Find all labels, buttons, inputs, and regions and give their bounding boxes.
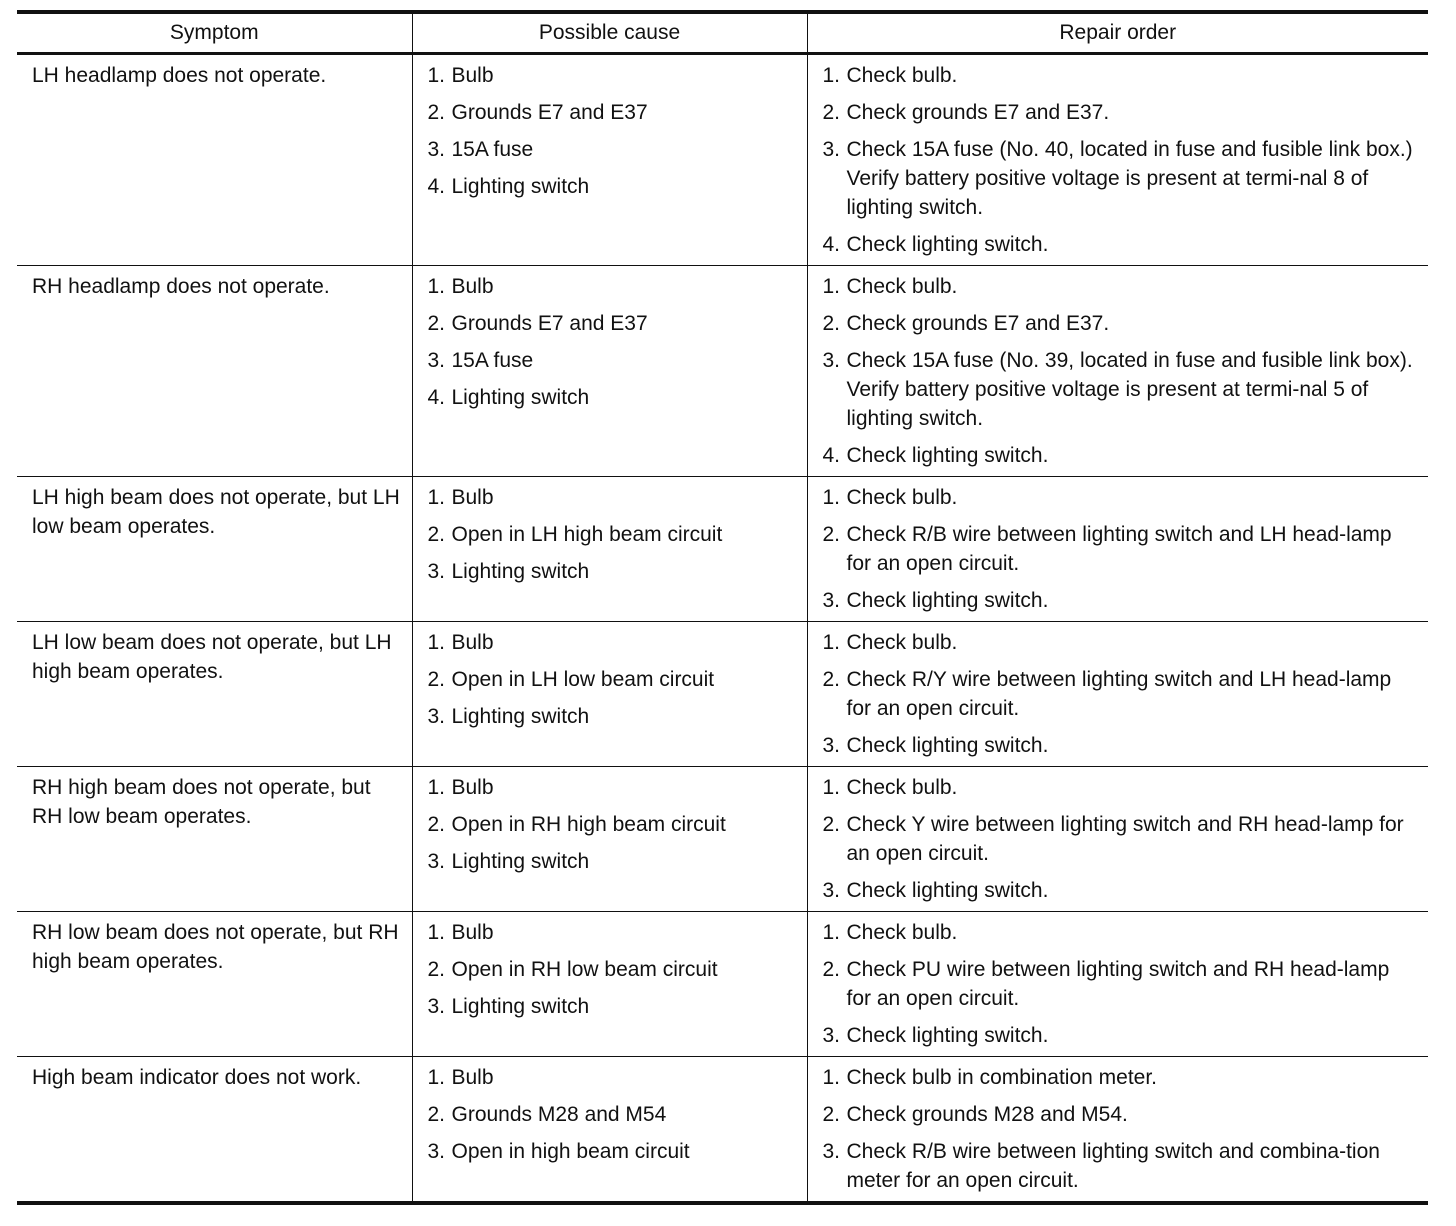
item-number: 4. xyxy=(427,386,446,409)
repair-list xyxy=(823,483,1419,615)
repair-text: Check bulb. xyxy=(846,776,958,799)
cause-item xyxy=(428,172,797,201)
repair-item xyxy=(823,918,1419,947)
item-number: 4. xyxy=(822,444,841,467)
cause-item xyxy=(428,309,797,338)
repair-text: Check R/B wire between lighting switch and LH head-lamp for an open circuit. xyxy=(846,523,1392,575)
item-number: 3. xyxy=(822,349,841,372)
repair-list xyxy=(823,272,1419,470)
cause-text: Bulb xyxy=(451,275,494,298)
cause-text: Bulb xyxy=(451,631,494,654)
repair-text: Check bulb. xyxy=(846,631,958,654)
item-number: 1. xyxy=(427,921,446,944)
item-number: 3. xyxy=(427,705,446,728)
item-number: 3. xyxy=(427,560,446,583)
cause-text: Grounds M28 and M54 xyxy=(451,1103,667,1126)
cause-item xyxy=(428,773,797,802)
item-number: 2. xyxy=(427,668,446,691)
item-number: 1. xyxy=(427,1066,446,1089)
item-number: 1. xyxy=(822,486,841,509)
cause-item xyxy=(428,1100,797,1129)
cause-cell xyxy=(412,767,807,912)
repair-item xyxy=(823,1100,1419,1129)
item-number: 1. xyxy=(822,275,841,298)
cause-item xyxy=(428,955,797,984)
table-row xyxy=(17,266,1428,477)
cause-item xyxy=(428,346,797,375)
repair-cell xyxy=(807,266,1428,477)
symptom-cell: RH high beam does not operate, but RH low beam operates. xyxy=(17,767,412,912)
repair-item xyxy=(823,309,1419,338)
repair-cell xyxy=(807,1057,1428,1204)
cause-text: Bulb xyxy=(451,1066,494,1089)
repair-text: Check lighting switch. xyxy=(846,589,1049,612)
cause-text: Lighting switch xyxy=(451,560,590,583)
cause-text: Open in LH low beam circuit xyxy=(451,668,715,691)
symptom-cell: LH low beam does not operate, but LH high beam operates. xyxy=(17,622,412,767)
cause-text: Open in LH high beam circuit xyxy=(451,523,723,546)
item-number: 2. xyxy=(822,668,841,691)
cause-item xyxy=(428,520,797,549)
repair-text: Check R/Y wire between lighting switch and LH head-lamp for an open circuit. xyxy=(846,668,1392,720)
cause-item xyxy=(428,272,797,301)
cause-item xyxy=(428,483,797,512)
cause-item xyxy=(428,61,797,90)
cause-item xyxy=(428,1137,797,1166)
cause-item xyxy=(428,628,797,657)
table-row xyxy=(17,622,1428,767)
table-row xyxy=(17,767,1428,912)
repair-text: Check grounds M28 and M54. xyxy=(846,1103,1128,1126)
cause-item xyxy=(428,665,797,694)
item-number: 1. xyxy=(822,1066,841,1089)
table-row xyxy=(17,1057,1428,1204)
cause-text: Open in RH high beam circuit xyxy=(451,813,726,836)
repair-text: Check R/B wire between lighting switch and combina-tion meter for an open circuit. xyxy=(846,1140,1380,1192)
cause-list xyxy=(428,1063,797,1166)
cause-text: Grounds E7 and E37 xyxy=(451,312,648,335)
cause-item xyxy=(428,702,797,731)
repair-item xyxy=(823,272,1419,301)
cause-list xyxy=(428,628,797,731)
repair-text: Check lighting switch. xyxy=(846,444,1049,467)
item-number: 2. xyxy=(822,813,841,836)
repair-item xyxy=(823,1063,1419,1092)
repair-item xyxy=(823,346,1419,433)
item-number: 1. xyxy=(427,631,446,654)
cause-text: Lighting switch xyxy=(451,175,590,198)
repair-list xyxy=(823,918,1419,1050)
symptom-cell: LH headlamp does not operate. xyxy=(32,64,327,87)
cause-cell xyxy=(412,54,807,266)
cause-cell xyxy=(412,622,807,767)
cause-cell xyxy=(412,912,807,1057)
repair-item xyxy=(823,1021,1419,1050)
cause-item xyxy=(428,383,797,412)
repair-text: Check bulb. xyxy=(846,275,958,298)
symptom-table xyxy=(17,10,1428,1205)
symptom-cell: RH headlamp does not operate. xyxy=(17,266,412,477)
item-number: 2. xyxy=(822,523,841,546)
item-number: 1. xyxy=(427,486,446,509)
cause-cell xyxy=(412,477,807,622)
item-number: 2. xyxy=(427,958,446,981)
cause-item xyxy=(428,98,797,127)
repair-cell xyxy=(807,912,1428,1057)
repair-text: Check lighting switch. xyxy=(846,233,1049,256)
item-number: 2. xyxy=(822,312,841,335)
repair-cell xyxy=(807,477,1428,622)
table-body xyxy=(17,54,1428,1204)
repair-text: Check lighting switch. xyxy=(846,734,1049,757)
repair-item xyxy=(823,773,1419,802)
item-number: 3. xyxy=(822,734,841,757)
cause-item xyxy=(428,1063,797,1092)
cause-text: Open in RH low beam circuit xyxy=(451,958,718,981)
repair-text: Check bulb. xyxy=(846,64,958,87)
item-number: 1. xyxy=(822,776,841,799)
item-number: 1. xyxy=(427,64,446,87)
repair-item xyxy=(823,876,1419,905)
cause-list xyxy=(428,773,797,876)
cause-item xyxy=(428,135,797,164)
repair-item xyxy=(823,955,1419,1013)
repair-item xyxy=(823,731,1419,760)
repair-list xyxy=(823,61,1419,259)
cause-list xyxy=(428,61,797,201)
repair-text: Check lighting switch. xyxy=(846,1024,1049,1047)
repair-item xyxy=(823,98,1419,127)
item-number: 3. xyxy=(427,1140,446,1163)
repair-item xyxy=(823,1137,1419,1195)
cause-cell xyxy=(412,1057,807,1204)
symptom-cell: High beam indicator does not work. xyxy=(17,1057,412,1204)
repair-list xyxy=(823,1063,1419,1195)
repair-item xyxy=(823,135,1419,222)
table-row xyxy=(17,477,1428,622)
table-row xyxy=(17,54,1428,266)
cause-cell xyxy=(412,266,807,477)
item-number: 2. xyxy=(427,101,446,124)
item-number: 3. xyxy=(822,1024,841,1047)
repair-text: Check grounds E7 and E37. xyxy=(846,101,1110,124)
cause-list xyxy=(428,918,797,1021)
cause-text: Grounds E7 and E37 xyxy=(451,101,648,124)
item-number: 3. xyxy=(822,138,841,161)
cause-text: Open in high beam circuit xyxy=(451,1140,690,1163)
cause-text: Lighting switch xyxy=(451,995,590,1018)
repair-item xyxy=(823,665,1419,723)
table-row xyxy=(17,912,1428,1057)
item-number: 3. xyxy=(427,138,446,161)
repair-list xyxy=(823,628,1419,760)
header-repair-order: Repair order xyxy=(807,12,1428,54)
cause-text: Lighting switch xyxy=(451,705,590,728)
cause-item xyxy=(428,810,797,839)
item-number: 3. xyxy=(822,589,841,612)
repair-text: Check bulb. xyxy=(846,921,958,944)
item-number: 2. xyxy=(427,1103,446,1126)
item-number: 2. xyxy=(427,312,446,335)
repair-text: Check Y wire between lighting switch and RH head-lamp for an open circuit. xyxy=(846,813,1404,865)
cause-text: 15A fuse xyxy=(451,349,534,372)
repair-cell xyxy=(807,767,1428,912)
cause-text: Lighting switch xyxy=(451,386,590,409)
cause-text: Lighting switch xyxy=(451,850,590,873)
item-number: 4. xyxy=(822,233,841,256)
cause-text: 15A fuse xyxy=(451,138,534,161)
repair-cell xyxy=(807,622,1428,767)
repair-item xyxy=(823,441,1419,470)
cause-text: Bulb xyxy=(451,64,494,87)
cause-text: Bulb xyxy=(451,486,494,509)
header-symptom: Symptom xyxy=(17,12,412,54)
item-number: 3. xyxy=(822,1140,841,1163)
item-number: 4. xyxy=(427,175,446,198)
item-number: 2. xyxy=(427,523,446,546)
repair-text: Check 15A fuse (No. 40, located in fuse and fusible link box.) Verify battery positive voltage is present at termi-nal 8 of lighting switch. xyxy=(846,138,1413,219)
cause-item xyxy=(428,847,797,876)
cause-item xyxy=(428,918,797,947)
header-possible-cause: Possible cause xyxy=(412,12,807,54)
repair-item xyxy=(823,628,1419,657)
cause-list xyxy=(428,272,797,412)
repair-item xyxy=(823,61,1419,90)
item-number: 1. xyxy=(822,64,841,87)
cause-text: Bulb xyxy=(451,921,494,944)
repair-item xyxy=(823,230,1419,259)
diagnosis-document xyxy=(17,10,1428,1205)
repair-text: Check grounds E7 and E37. xyxy=(846,312,1110,335)
cause-item xyxy=(428,992,797,1021)
item-number: 1. xyxy=(427,275,446,298)
repair-list xyxy=(823,773,1419,905)
item-number: 1. xyxy=(822,631,841,654)
cause-list xyxy=(428,483,797,586)
item-number: 3. xyxy=(822,879,841,902)
repair-text: Check bulb. xyxy=(846,486,958,509)
item-number: 3. xyxy=(427,850,446,873)
item-number: 3. xyxy=(427,995,446,1018)
item-number: 2. xyxy=(822,101,841,124)
repair-item xyxy=(823,483,1419,512)
repair-text: Check PU wire between lighting switch and RH head-lamp for an open circuit. xyxy=(846,958,1390,1010)
repair-cell xyxy=(807,54,1428,266)
item-number: 1. xyxy=(822,921,841,944)
item-number: 3. xyxy=(427,349,446,372)
repair-text: Check 15A fuse (No. 39, located in fuse and fusible link box). Verify battery positive voltage is present at termi-nal 5 of lighting switch. xyxy=(846,349,1413,430)
repair-item xyxy=(823,810,1419,868)
item-number: 2. xyxy=(822,1103,841,1126)
item-number: 2. xyxy=(427,813,446,836)
cause-text: Bulb xyxy=(451,776,494,799)
repair-text: Check lighting switch. xyxy=(846,879,1049,902)
repair-item xyxy=(823,586,1419,615)
item-number: 1. xyxy=(427,776,446,799)
symptom-cell: LH high beam does not operate, but LH low beam operates. xyxy=(17,477,412,622)
repair-text: Check bulb in combination meter. xyxy=(846,1066,1157,1089)
cause-item xyxy=(428,557,797,586)
repair-item xyxy=(823,520,1419,578)
item-number: 2. xyxy=(822,958,841,981)
header-row xyxy=(17,12,1428,54)
symptom-cell: RH low beam does not operate, but RH high beam operates. xyxy=(17,912,412,1057)
